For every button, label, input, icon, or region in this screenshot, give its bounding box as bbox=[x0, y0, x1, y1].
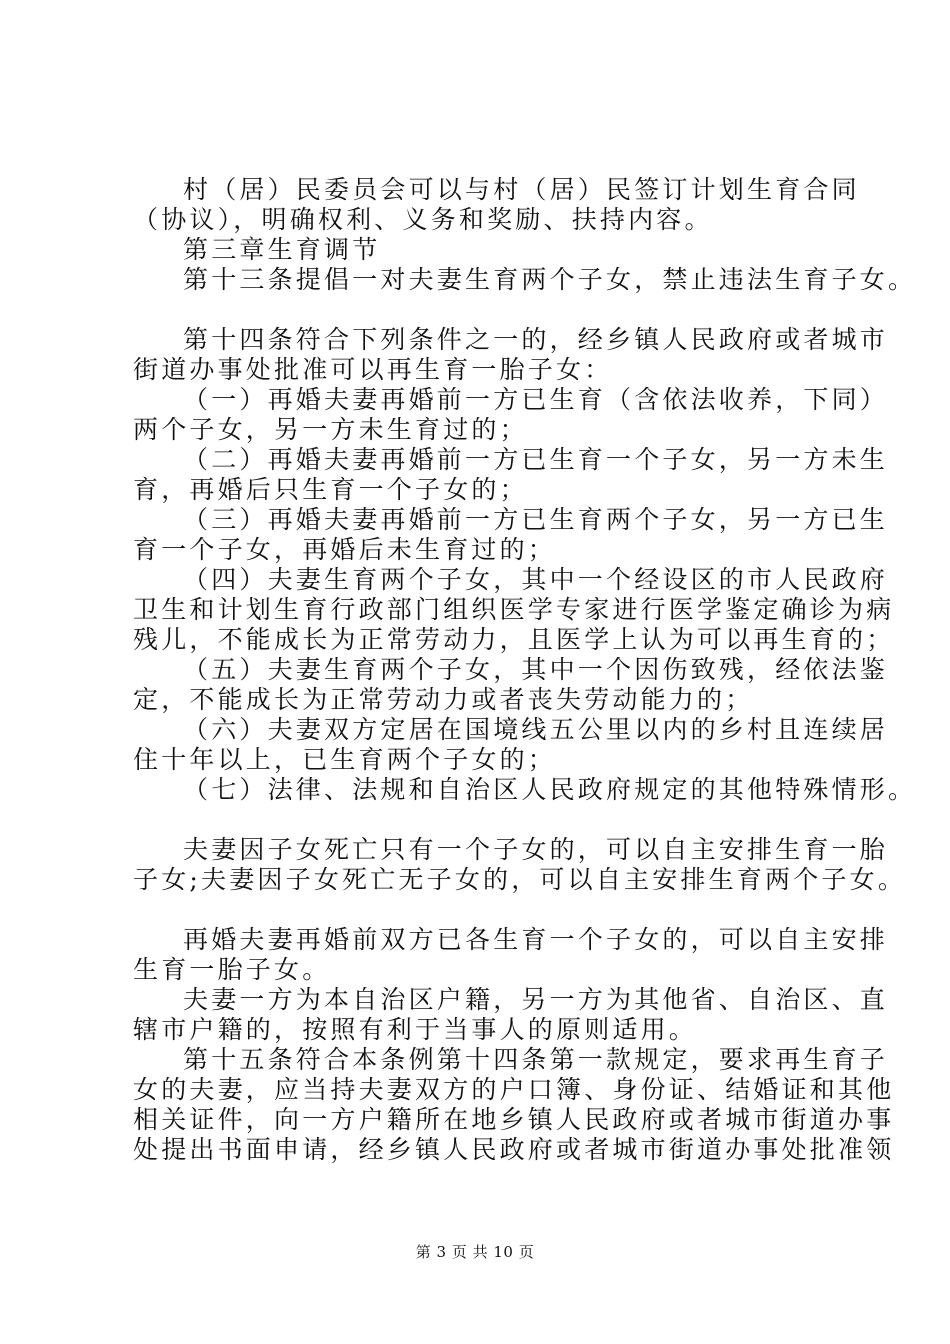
text-line: （七）法律、法规和自治区人民政府规定的其他特殊情形。 bbox=[183, 775, 917, 804]
text-line: 处提出书面申请，经乡镇人民政府或者城市街道办事处批准领 bbox=[133, 1135, 895, 1164]
text-line: （协议），明确权利、义务和奖励、扶持内容。 bbox=[133, 205, 713, 234]
text-line: （一）再婚夫妻再婚前一方已生育（含依法收养，下同） bbox=[183, 385, 889, 414]
text-line: （三）再婚夫妻再婚前一方已生育两个子女，另一方已生 bbox=[183, 505, 889, 534]
text-line: 残儿，不能成长为正常劳动力，且医学上认为可以再生育的； bbox=[133, 625, 895, 654]
text-line: 相关证件，向一方户籍所在地乡镇人民政府或者城市街道办事 bbox=[133, 1105, 895, 1134]
text-line: 村（居）民委员会可以与村（居）民签订计划生育合同 bbox=[183, 175, 860, 204]
text-line: 定，不能成长为正常劳动力或者丧失劳动能力的； bbox=[133, 685, 754, 714]
text-line: 育一个子女，再婚后未生育过的； bbox=[133, 535, 557, 564]
text-line: 生育一胎子女。 bbox=[133, 955, 331, 984]
text-line: （四）夫妻生育两个子女，其中一个经设区的市人民政府 bbox=[183, 565, 889, 594]
document-body bbox=[133, 175, 917, 1165]
text-line: （五）夫妻生育两个子女，其中一个因伤致残，经依法鉴 bbox=[183, 655, 889, 684]
text-line: 再婚夫妻再婚前双方已各生育一个子女的，可以自主安排 bbox=[183, 925, 889, 954]
text-line: 育，再婚后只生育一个子女的； bbox=[133, 475, 528, 504]
text-line: 第十三条提倡一对夫妻生育两个子女，禁止违法生育子女。 bbox=[183, 265, 917, 294]
text-line: 子女;夫妻因子女死亡无子女的，可以自主安排生育两个子女。 bbox=[133, 865, 907, 894]
chapter-heading: 第三章生育调节 bbox=[183, 235, 381, 264]
text-line: 街道办事处批准可以再生育一胎子女： bbox=[133, 355, 613, 384]
blank-line bbox=[133, 805, 833, 835]
text-line: （六）夫妻双方定居在国境线五公里以内的乡村且连续居 bbox=[183, 715, 889, 744]
text-line: 夫妻因子女死亡只有一个子女的，可以自主安排生育一胎 bbox=[183, 835, 889, 864]
text-line: 卫生和计划生育行政部门组织医学专家进行医学鉴定确诊为病 bbox=[133, 595, 895, 624]
text-line: 夫妻一方为本自治区户籍，另一方为其他省、自治区、直 bbox=[183, 985, 889, 1014]
text-line: 女的夫妻，应当持夫妻双方的户口簿、身份证、结婚证和其他 bbox=[133, 1075, 895, 1104]
page-number-footer: 第 3 页 共 10 页 bbox=[415, 1243, 535, 1261]
text-line: 两个子女，另一方未生育过的； bbox=[133, 415, 528, 444]
text-line: 辖市户籍的，按照有利于当事人的原则适用。 bbox=[133, 1015, 698, 1044]
blank-line bbox=[133, 895, 833, 925]
text-line: 住十年以上，已生育两个子女的； bbox=[133, 745, 557, 774]
text-line: （二）再婚夫妻再婚前一方已生育一个子女，另一方未生 bbox=[183, 445, 889, 474]
text-line: 第十五条符合本条例第十四条第一款规定，要求再生育子 bbox=[183, 1045, 889, 1074]
text-line: 第十四条符合下列条件之一的，经乡镇人民政府或者城市 bbox=[183, 325, 889, 354]
blank-line bbox=[133, 295, 833, 325]
